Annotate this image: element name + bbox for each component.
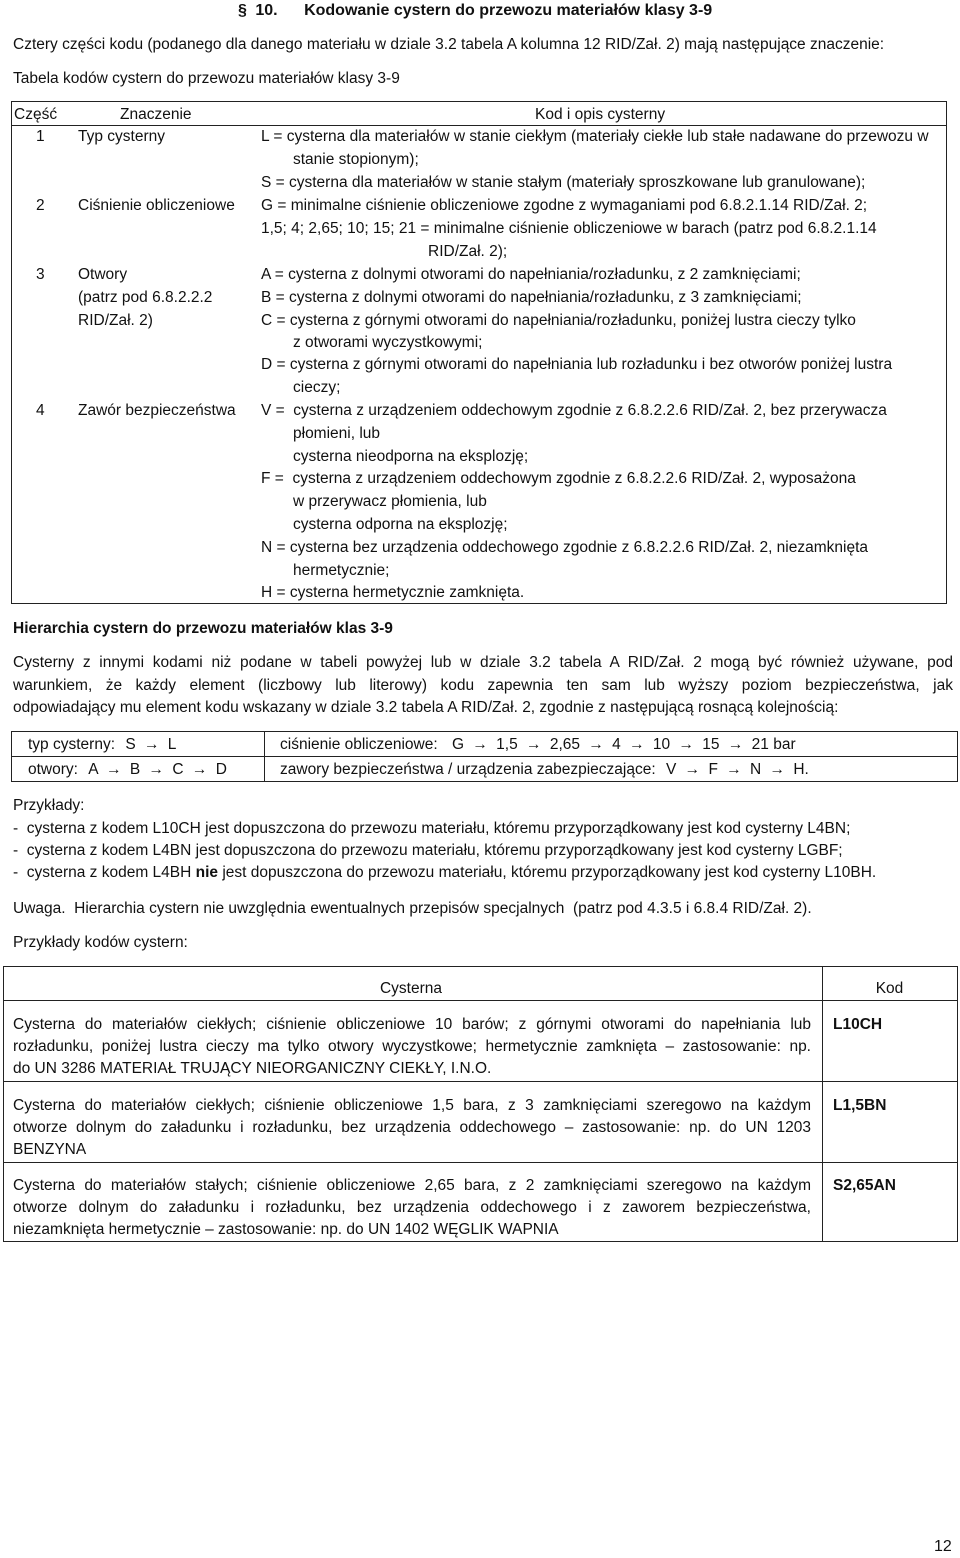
codes-table-border (822, 966, 823, 1242)
arrow-right-icon: → (726, 761, 742, 778)
table1-row-line: płomieni, lub (293, 425, 381, 442)
table1-row-line: cysterna odporna na eksplozję; (293, 516, 508, 533)
table1-row-line: hermetycznie; (293, 562, 390, 579)
table1-border (946, 101, 947, 604)
table1-header-code: Kod i opis cysterny (535, 106, 666, 123)
table1-row-line: G = minimalne ciśnienie obliczeniowe zgodne z wymaganiami pod 6.8.2.1.14 RID/Zał. 2; (261, 197, 868, 214)
table1-row-number: 1 (36, 128, 45, 145)
hierarchy-title: Hierarchia cystern do przewozu materiałów klas 3-9 (13, 620, 393, 637)
codes-row-line: otworze dolnym do załadunku i rozładunku, bez urządzenia oddechowego – zastosowanie: np. do UN 1203 (13, 1119, 811, 1136)
table1-row-line: S = cysterna dla materiałów w stanie stałym (materiały sproszkowane lub granulowane); (261, 174, 866, 191)
codes-row-line: niezamknięta hermetycznie – zastosowanie: np. do UN 1402 WĘGLIK WAPNIA (13, 1221, 559, 1238)
hierarchy-tank-type (28, 734, 176, 756)
hierarchy-pressure-item: G (451, 736, 465, 753)
table1-row-number: 3 (36, 266, 45, 283)
hierarchy-pressure-item: 4 (612, 736, 621, 753)
hierarchy-pressure-item: 10 (652, 736, 671, 753)
hierarchy-pressure-item: 21 bar (751, 736, 796, 753)
hierarchy-valves-item: F (708, 761, 718, 778)
arrow-right-icon: → (678, 736, 694, 753)
hierarchy-openings-item: D (215, 761, 227, 778)
page-number: 12 (934, 1538, 952, 1555)
arrow-right-icon: → (727, 736, 744, 753)
hierarchy-table-border (264, 731, 265, 782)
example-item (13, 862, 876, 884)
arrow-right-icon: → (588, 736, 604, 753)
section-heading (238, 0, 712, 22)
table1-row-meaning: Ciśnienie obliczeniowe (78, 197, 235, 214)
hierarchy-paragraph-line: odpowiadający mu element kodu wskazany w dziale 3.2 tabela A RID/Zał. 2, zgodnie z następującą rosnącą kolejnością: (13, 699, 839, 716)
codes-row-line: Cysterna do materiałów ciekłych; ciśnienie obliczeniowe 1,5 bara, z 3 zamknięciami szeregowo na każdym (13, 1097, 811, 1114)
table1-row-line: 1,5; 4; 2,65; 10; 15; 21 = minimalne ciśnienie obliczeniowe w barach (patrz pod 6.8.2.1.14 (261, 220, 877, 237)
codes-row-line: Cysterna do materiałów ciekłych; ciśnienie obliczeniowe 10 barów; z górnymi otworami do napełniania lub (13, 1016, 811, 1033)
hierarchy-table-border (11, 756, 957, 757)
table1-row-line: cysterna nieodporna na eksplozję; (293, 448, 529, 465)
codes-table-border (3, 1162, 958, 1163)
section-number: 10. (255, 2, 278, 19)
table1-row-line: H = cysterna hermetycznie zamknięta. (261, 584, 525, 601)
table1-row-meaning: RID/Zał. 2) (78, 312, 153, 329)
codes-header-tank: Cysterna (379, 980, 443, 997)
section-title: Kodowanie cystern do przewozu materiałów klasy 3-9 (304, 2, 713, 19)
arrow-right-icon: → (629, 736, 645, 753)
example-item: - cysterna z kodem L10CH jest dopuszczona do przewozu materiału, któremu przyporządkowany jest kod cysterny L4BN; (13, 820, 851, 837)
hierarchy-openings-item: A (88, 761, 98, 778)
table1-row-line: stanie stopionym); (293, 151, 419, 168)
codes-row-line: BENZYNA (13, 1141, 87, 1158)
hierarchy-pressure (280, 734, 796, 756)
codes-table-border (957, 966, 958, 1242)
table1-row-meaning: (patrz pod 6.8.2.2.2 (78, 289, 213, 306)
example-text: jest dopuszczona do przewozu materiału, któremu przyporządkowany jest kod cysterny L10BH. (218, 864, 877, 881)
table1-row-number: 2 (36, 197, 45, 214)
section-symbol: § (238, 2, 247, 19)
hierarchy-paragraph-line: Cysterny z innymi kodami niż podane w tabeli powyżej lub w dziale 3.2 tabela A RID/Zał. 2 mogą być również używane, pod (13, 654, 953, 671)
hierarchy-valves-item: N (750, 761, 762, 778)
table1-row-meaning: Otwory (78, 266, 128, 283)
table1-row-meaning: Zawór bezpieczeństwa (78, 402, 236, 419)
codes-row-line: Cysterna do materiałów stałych; ciśnienie obliczeniowe 2,65 bara, z 2 zamknięciami szeregowo na każdym (13, 1177, 811, 1194)
codes-row-line: rozładunku, poniżej lustra cieczy ma tylko otwory wyczystkowe; hermetycznie zamknięta – zastosowanie: np. (13, 1038, 811, 1055)
table1-row-line: w przerywacz płomienia, lub (293, 493, 487, 510)
hierarchy-type-item: L (167, 736, 177, 753)
hierarchy-valves-item: V (665, 761, 677, 778)
table1-row-line: RID/Zał. 2); (428, 243, 508, 260)
example-item: - cysterna z kodem L4BN jest dopuszczona do przewozu materiału, któremu przyporządkowany jest kod cysterny LGBF; (13, 842, 843, 859)
arrow-right-icon: → (769, 761, 786, 778)
table1-row-line: A = cysterna z dolnymi otworami do napełniania/rozładunku, z 2 zamknięciami; (261, 266, 801, 283)
codes-header-code: Kod (875, 980, 904, 997)
table1-row-meaning: Typ cysterny (78, 128, 165, 145)
table1-row-line: F = cysterna z urządzeniem oddechowym zgodnie z 6.8.2.2.6 RID/Zał. 2, wyposażona (261, 470, 856, 487)
hierarchy-table-border (11, 781, 957, 782)
codes-table-border (3, 966, 958, 967)
table1-header-meaning: Znaczenie (120, 106, 192, 123)
hierarchy-pressure-item: 2,65 (549, 736, 581, 753)
table1-border (11, 101, 946, 102)
arrow-right-icon: → (472, 736, 488, 753)
hierarchy-type-label: typ cysterny: (28, 736, 115, 753)
hierarchy-valves-item: H. (793, 761, 809, 778)
codes-table-border (3, 966, 4, 1242)
table1-border (11, 101, 12, 604)
hierarchy-valves-label: zawory bezpieczeństwa / urządzenia zabezpieczające: (280, 761, 656, 778)
hierarchy-table-border (11, 731, 957, 732)
codes-row-code: S2,65AN (833, 1177, 896, 1194)
hierarchy-valves (280, 759, 809, 781)
table1-row-line: D = cysterna z górnymi otworami do napełniania lub rozładunku i bez otworów poniżej lustra (261, 356, 893, 373)
hierarchy-openings-label: otwory: (28, 761, 78, 778)
codes-table-border (3, 1241, 958, 1242)
arrow-right-icon: → (143, 736, 160, 753)
note-text: Uwaga. Hierarchia cystern nie uwzględnia ewentualnych przepisów specjalnych (patrz pod 4.3.5 i 6.8.4 RID/Zał. 2). (13, 900, 812, 917)
table1-row-line: cieczy; (293, 379, 341, 396)
hierarchy-openings-item: C (172, 761, 184, 778)
hierarchy-type-item: S (125, 736, 136, 753)
example-emphasis: nie (195, 864, 219, 881)
table1-row-line: L = cysterna dla materiałów w stanie ciekłym (materiały ciekłe lub stałe nadawane do przewozu w (261, 128, 929, 145)
table1-header-part: Część (14, 106, 58, 123)
hierarchy-pressure-item: 15 (702, 736, 720, 753)
codes-row-line: otworze dolnym do załadunku i rozładunku, bez urządzenia oddechowego i z zaworem bezpieczeństwa, (13, 1199, 811, 1216)
arrow-right-icon: → (148, 761, 165, 778)
hierarchy-table-border (957, 731, 958, 782)
examples-title: Przykłady: (13, 797, 85, 814)
arrow-right-icon: → (191, 761, 208, 778)
codes-row-code: L10CH (833, 1016, 883, 1033)
table1-row-line: N = cysterna bez urządzenia oddechowego zgodnie z 6.8.2.2.6 RID/Zał. 2, niezamknięta (261, 539, 869, 556)
codes-row-line: do UN 3286 MATERIAŁ TRUJĄCY NIEORGANICZNY CIEKŁY, I.N.O. (13, 1060, 492, 1077)
example-text: - cysterna z kodem L4BH (13, 864, 196, 881)
hierarchy-pressure-label: ciśnienie obliczeniowe: (280, 736, 438, 753)
codes-table-border (3, 1000, 958, 1001)
codes-title: Przykłady kodów cystern: (13, 934, 188, 951)
hierarchy-openings (28, 759, 227, 781)
table1-row-number: 4 (36, 402, 45, 419)
hierarchy-paragraph-line: warunkiem, że każdy element (liczbowy lub literowy) kodu zapewnia ten sam lub wyższy poziom bezpieczeństwa, jak (13, 677, 953, 694)
table1-row-line: z otworami wyczystkowymi; (293, 334, 483, 351)
arrow-right-icon: → (526, 736, 542, 753)
table1-title: Tabela kodów cystern do przewozu materiałów klasy 3-9 (13, 70, 400, 87)
hierarchy-table-border (11, 731, 12, 782)
codes-table-border (3, 1081, 958, 1082)
table1-row-line: C = cysterna z górnymi otworami do napełniania/rozładunku, poniżej lustra cieczy tylko (261, 312, 856, 329)
table1-row-line: B = cysterna z dolnymi otworami do napełniania/rozładunku, z 3 zamknięciami; (261, 289, 802, 306)
codes-row-code: L1,5BN (833, 1097, 887, 1114)
arrow-right-icon: → (684, 761, 701, 778)
hierarchy-openings-item: B (129, 761, 141, 778)
arrow-right-icon: → (106, 761, 122, 778)
hierarchy-pressure-item: 1,5 (496, 736, 518, 753)
intro-text: Cztery części kodu (podanego dla danego materiału w dziale 3.2 tabela A kolumna 12 RID/Zał. 2) mają następujące znaczenie: (13, 36, 885, 53)
table1-row-line: V = cysterna z urządzeniem oddechowym zgodnie z 6.8.2.2.6 RID/Zał. 2, bez przerywacza (261, 402, 887, 419)
